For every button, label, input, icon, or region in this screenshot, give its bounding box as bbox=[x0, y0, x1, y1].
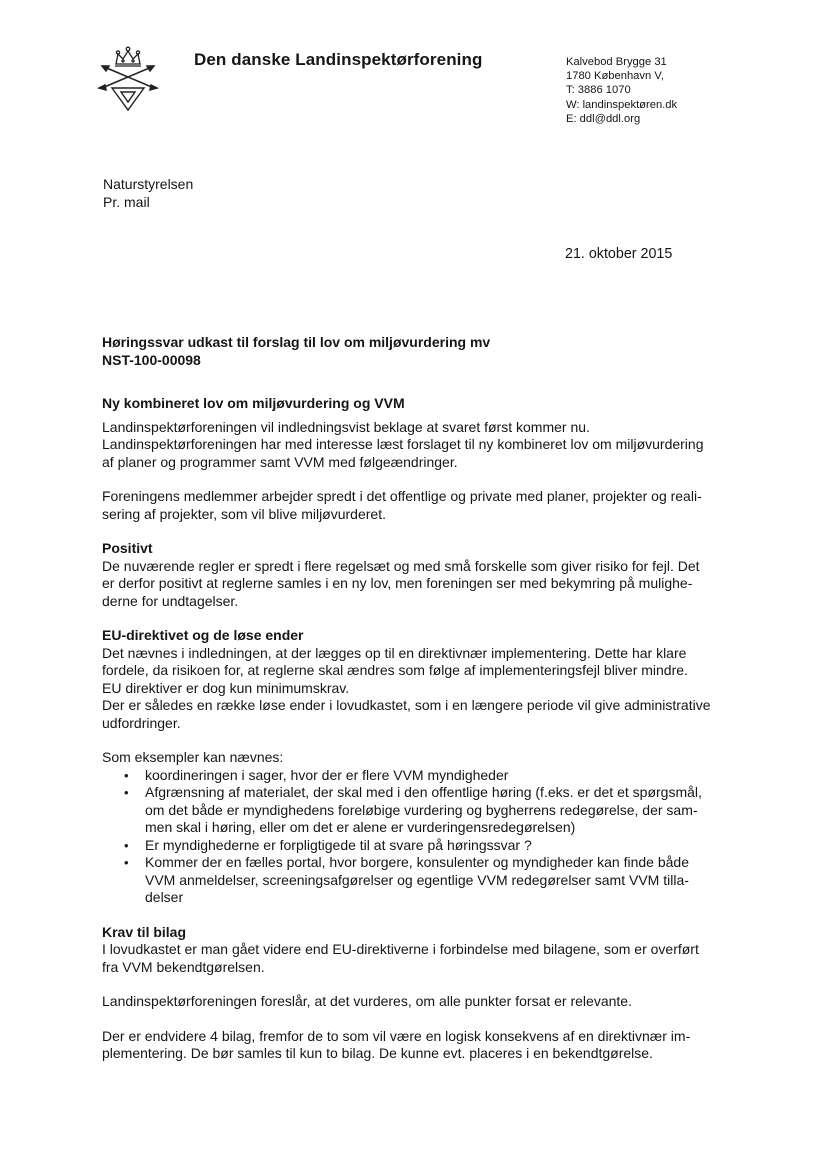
examples-intro: Som eksempler kan nævnes: bbox=[102, 749, 284, 765]
contact-address: Kalvebod Brygge 31 bbox=[566, 56, 667, 68]
contact-email: E: ddl@ddl.org bbox=[566, 112, 641, 125]
members-line: Foreningens medlemmer arbejder spredt i det offentlige og private med planer, projekter og reali- bbox=[102, 488, 702, 504]
contact-postal: 1780 København V, bbox=[566, 70, 664, 83]
list-item-line: Er myndighederne er forpligtigede til at svare på høringssvar ? bbox=[145, 836, 532, 853]
annex-line: I lovudkastet er man gået videre end EU-direktiverne i forbindelse med bilagene, som er overført bbox=[102, 941, 699, 957]
intro-paragraph bbox=[102, 419, 770, 472]
examples-list bbox=[102, 767, 770, 907]
crown-crossed-arrows-triangle-icon bbox=[96, 44, 160, 116]
annex-line: fra VVM bekendtgørelsen. bbox=[102, 958, 265, 975]
section-heading-positive: Positivt bbox=[102, 540, 153, 556]
section-heading-eu: EU-direktivet og de løse ender bbox=[102, 627, 304, 643]
contact-web: W: landinspektøren.dk bbox=[566, 98, 678, 111]
annex-recommendation: Landinspektørforeningen foreslår, at det vurderes, om alle punkter forsat er relevante. bbox=[102, 993, 632, 1009]
intro-line: Landinspektørforeningen har med interesse læst forslaget til ny kombineret lov om miljøvurdering bbox=[102, 436, 704, 452]
intro-line: af planer og programmer samt VVM med følgeændringer. bbox=[102, 453, 458, 470]
letter-body bbox=[102, 333, 770, 1063]
contact-block bbox=[566, 55, 677, 126]
list-item-line: koordineringen i sager, hvor der er flere VVM myndigheder bbox=[145, 766, 509, 783]
members-line: sering af projekter, som vil blive miljøvurderet. bbox=[102, 505, 386, 522]
contact-phone: T: 3886 1070 bbox=[566, 84, 631, 97]
annex-paragraph bbox=[102, 941, 770, 976]
list-item-line: om det både er myndighedens foreløbige vurdering og bygherrens redegørelse, der sam- bbox=[145, 801, 698, 818]
recipient-name: Naturstyrelsen bbox=[103, 176, 194, 192]
organization-name: Den danske Landinspektørforening bbox=[194, 50, 483, 69]
positive-line: er derfor positivt at reglerne samles i en ny lov, men foreningen ser med bekymring på mulighe- bbox=[102, 575, 693, 591]
list-item bbox=[124, 784, 770, 837]
list-item-line: men skal i høring, eller om det er alene er vurderingensredegørelsen) bbox=[145, 819, 576, 835]
eu-line: Det nævnes i indledningen, at der lægges op til en direktivnær implementering. Dette har klare bbox=[102, 644, 687, 661]
section-heading-annex: Krav til bilag bbox=[102, 923, 187, 940]
list-item bbox=[124, 767, 770, 785]
list-item-line: VVM anmeldelser, screeningsafgørelser og egentlige VVM redegørelser samt VVM tilla- bbox=[145, 871, 689, 888]
intro-line: Landinspektørforeningen vil indledningsvist beklage at svaret først kommer nu. bbox=[102, 418, 590, 435]
annex-count-paragraph bbox=[102, 1028, 770, 1063]
list-item-line: Kommer der en fælles portal, hvor borgere, konsulenter og myndigheder kan finde både bbox=[145, 854, 689, 870]
list-item bbox=[124, 854, 770, 907]
subject-title: Høringssvar udkast til forslag til lov om miljøvurdering mv bbox=[102, 334, 491, 350]
list-item-line: delser bbox=[145, 889, 184, 905]
annex-line: Der er endvidere 4 bilag, fremfor de to som vil være en logisk konsekvens af en direktivnær im- bbox=[102, 1027, 691, 1044]
eu-line: udfordringer. bbox=[102, 714, 181, 731]
annex-line: plementering. De bør samles til kun to bilag. De kunne evt. placeres i en bekendtgørelse. bbox=[102, 1045, 653, 1061]
eu-line: Der er således en række løse ender i lovudkastet, som i en længere periode vil give administrative bbox=[102, 697, 711, 713]
recipient-block bbox=[103, 176, 193, 211]
letter-date: 21. oktober 2015 bbox=[565, 246, 673, 262]
subject-reference: NST-100-00098 bbox=[102, 352, 201, 368]
members-paragraph bbox=[102, 488, 770, 523]
list-item bbox=[124, 837, 770, 855]
eu-paragraph bbox=[102, 645, 770, 733]
positive-paragraph bbox=[102, 558, 770, 611]
eu-line: fordele, da risikoen for, at reglerne skal ændres som følge af implementeringsfejl bliver mindre. bbox=[102, 662, 688, 678]
recipient-delivery: Pr. mail bbox=[103, 193, 150, 210]
list-item-line: Afgrænsning af materialet, der skal med i den offentlige høring (f.eks. er det et spørgsmål, bbox=[145, 784, 702, 800]
positive-line: derne for undtagelser. bbox=[102, 592, 239, 609]
eu-line: EU direktiver er dog kun minimumskrav. bbox=[102, 679, 350, 696]
positive-line: De nuværende regler er spredt i flere regelsæt og med små forskelle som giver risiko for fejl. Det bbox=[102, 557, 700, 574]
subject-block bbox=[102, 333, 770, 369]
main-heading: Ny kombineret lov om miljøvurdering og VVM bbox=[102, 395, 405, 411]
